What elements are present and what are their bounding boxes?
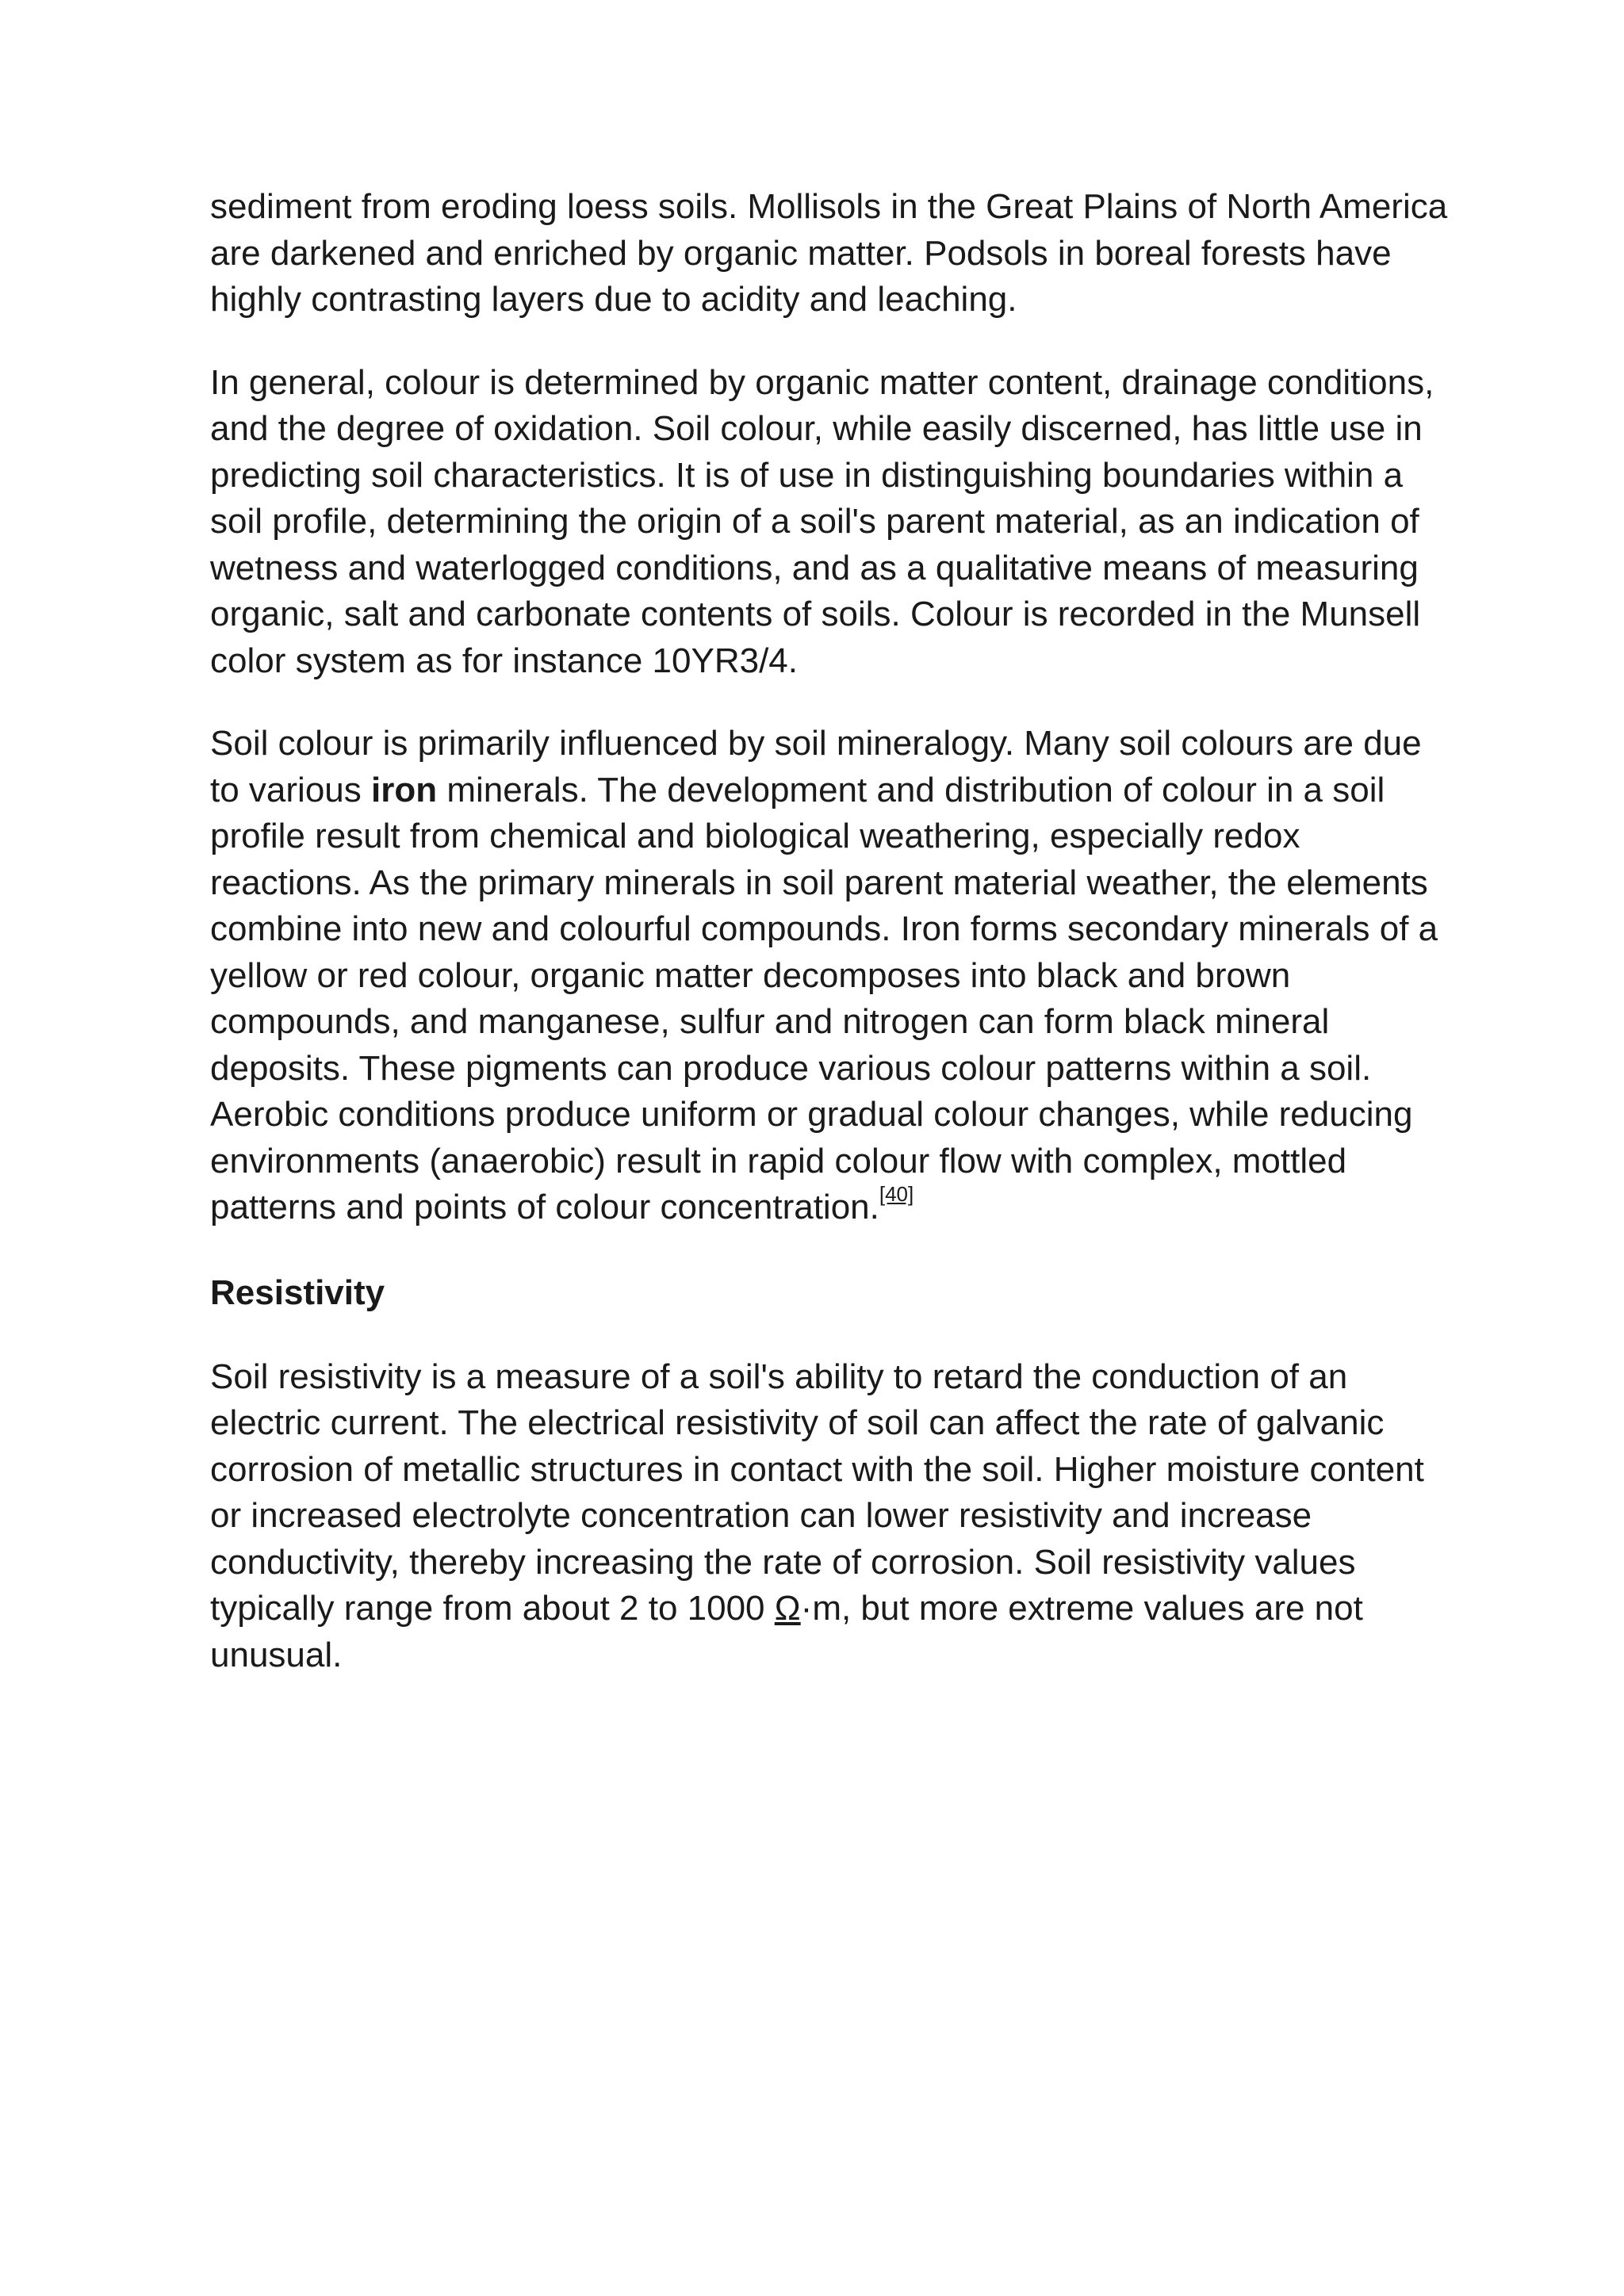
text-line: conductivity, thereby increasing the rate of corrosion. Soil resistivity values — [210, 1542, 1356, 1582]
paragraph-soil-orders — [210, 184, 1526, 323]
text-line: are darkened and enriched by organic matter. Podsols in boreal forests have — [210, 233, 1392, 273]
text-line: compounds, and manganese, sulfur and nitrogen can form black mineral — [210, 1002, 1330, 1041]
text-line: environments (anaerobic) result in rapid colour flow with complex, mottled — [210, 1141, 1347, 1181]
text-line: color system as for instance 10YR3/4. — [210, 641, 798, 680]
text-run: minerals. The development and distribution of colour in a soil — [437, 770, 1385, 809]
text-line: wetness and waterlogged conditions, and as a qualitative means of measuring — [210, 548, 1419, 587]
text-line: deposits. These pigments can produce various colour patterns within a soil. — [210, 1048, 1372, 1088]
text-line: unusual. — [210, 1635, 343, 1674]
text-line: combine into new and colourful compounds. Iron forms secondary minerals of a — [210, 909, 1438, 948]
section-heading-resistivity: Resistivity — [210, 1272, 385, 1312]
text-line — [210, 1586, 1526, 1632]
text-line: corrosion of metallic structures in contact with the soil. Higher moisture content — [210, 1449, 1424, 1489]
paragraph-soil-mineralogy — [210, 721, 1526, 1231]
text-run: to various — [210, 770, 371, 809]
text-line: Soil colour is primarily influenced by soil mineralogy. Many soil colours are due — [210, 724, 1422, 763]
text-line: organic, salt and carbonate contents of soils. Colour is recorded in the Munsell — [210, 595, 1421, 633]
text-line: profile result from chemical and biological weathering, especially redox — [210, 817, 1300, 855]
text-line: predicting soil characteristics. It is of use in distinguishing boundaries within a — [210, 455, 1404, 495]
text-run: patterns and points of colour concentration. — [210, 1188, 879, 1226]
ohm-link[interactable]: Ω — [774, 1589, 801, 1628]
text-line: In general, colour is determined by organic matter content, drainage conditions, — [210, 362, 1434, 402]
text-line: sediment from eroding loess soils. Mollisols in the Great Plains of North America — [210, 187, 1448, 226]
text-line: electric current. The electrical resistivity of soil can affect the rate of galvanic — [210, 1403, 1385, 1442]
iron-link[interactable]: iron — [370, 770, 438, 809]
document-page — [210, 184, 1526, 1678]
citation-link[interactable]: [40] — [879, 1182, 914, 1206]
text-run: ·m, but more extreme values are not — [800, 1589, 1363, 1628]
text-line: Aerobic conditions produce uniform or gradual colour changes, while reducing — [210, 1095, 1413, 1134]
text-line: yellow or red colour, organic matter decomposes into black and brown — [210, 955, 1291, 995]
paragraph-colour-determinants — [210, 360, 1526, 685]
text-run: typically range from about 2 to 1000 — [210, 1589, 775, 1628]
text-line: soil profile, determining the origin of a soil's parent material, as an indication of — [210, 502, 1419, 541]
text-line: Soil resistivity is a measure of a soil's ability to retard the conduction of an — [210, 1357, 1348, 1396]
text-line — [210, 1184, 1526, 1231]
text-line — [210, 767, 1526, 814]
text-line: and the degree of oxidation. Soil colour, while easily discerned, has little use in — [210, 409, 1423, 448]
text-line: reactions. As the primary minerals in soil parent material weather, the elements — [210, 863, 1428, 902]
text-line: or increased electrolyte concentration can lower resistivity and increase — [210, 1496, 1312, 1535]
text-line: highly contrasting layers due to acidity and leaching. — [210, 280, 1017, 319]
paragraph-soil-resistivity — [210, 1354, 1526, 1679]
